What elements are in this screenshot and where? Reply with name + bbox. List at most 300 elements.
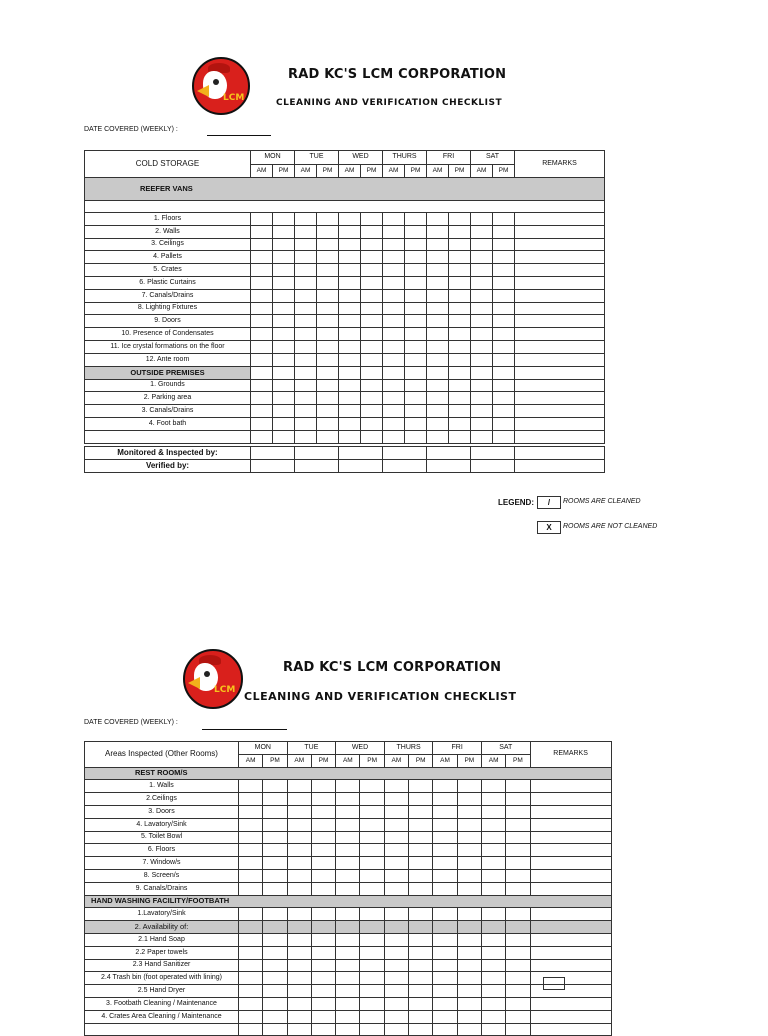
check-cell[interactable] <box>433 908 457 921</box>
check-cell[interactable] <box>427 417 449 430</box>
check-cell[interactable] <box>457 933 481 946</box>
check-cell[interactable] <box>427 430 449 443</box>
check-cell[interactable] <box>383 328 405 341</box>
check-cell[interactable] <box>360 869 384 882</box>
check-cell[interactable] <box>506 985 530 998</box>
check-cell[interactable] <box>457 908 481 921</box>
check-cell[interactable] <box>239 869 263 882</box>
check-cell[interactable] <box>336 908 360 921</box>
check-cell[interactable] <box>295 392 317 405</box>
check-cell[interactable] <box>273 225 295 238</box>
check-cell[interactable] <box>384 946 408 959</box>
check-cell[interactable] <box>457 831 481 844</box>
check-cell[interactable] <box>295 328 317 341</box>
check-cell[interactable] <box>360 921 384 934</box>
signature-cell[interactable] <box>339 447 383 460</box>
check-cell[interactable] <box>384 1023 408 1036</box>
check-cell[interactable] <box>409 844 433 857</box>
check-cell[interactable] <box>317 366 339 379</box>
check-cell[interactable] <box>409 985 433 998</box>
check-cell[interactable] <box>449 417 471 430</box>
check-cell[interactable] <box>457 946 481 959</box>
check-cell[interactable] <box>339 405 361 418</box>
check-cell[interactable] <box>384 818 408 831</box>
check-cell[interactable] <box>339 315 361 328</box>
remarks-cell[interactable] <box>530 1023 611 1036</box>
check-cell[interactable] <box>263 1010 287 1023</box>
check-cell[interactable] <box>311 959 335 972</box>
check-cell[interactable] <box>311 818 335 831</box>
remarks-cell[interactable] <box>515 328 605 341</box>
check-cell[interactable] <box>427 302 449 315</box>
signature-cell[interactable] <box>339 459 383 472</box>
check-cell[interactable] <box>287 933 311 946</box>
check-cell[interactable] <box>449 430 471 443</box>
check-cell[interactable] <box>239 882 263 895</box>
check-cell[interactable] <box>493 379 515 392</box>
check-cell[interactable] <box>493 405 515 418</box>
check-cell[interactable] <box>311 882 335 895</box>
check-cell[interactable] <box>493 225 515 238</box>
check-cell[interactable] <box>383 289 405 302</box>
remarks-cell[interactable] <box>530 946 611 959</box>
check-cell[interactable] <box>336 946 360 959</box>
check-cell[interactable] <box>339 238 361 251</box>
check-cell[interactable] <box>263 921 287 934</box>
check-cell[interactable] <box>287 805 311 818</box>
check-cell[interactable] <box>405 366 427 379</box>
check-cell[interactable] <box>449 366 471 379</box>
check-cell[interactable] <box>427 238 449 251</box>
check-cell[interactable] <box>481 997 505 1010</box>
check-cell[interactable] <box>336 933 360 946</box>
signature-cell[interactable] <box>471 447 515 460</box>
check-cell[interactable] <box>287 985 311 998</box>
check-cell[interactable] <box>506 857 530 870</box>
check-cell[interactable] <box>263 908 287 921</box>
check-cell[interactable] <box>405 430 427 443</box>
check-cell[interactable] <box>409 972 433 985</box>
check-cell[interactable] <box>295 213 317 226</box>
check-cell[interactable] <box>273 213 295 226</box>
check-cell[interactable] <box>471 379 493 392</box>
check-cell[interactable] <box>384 869 408 882</box>
check-cell[interactable] <box>287 882 311 895</box>
check-cell[interactable] <box>287 972 311 985</box>
check-cell[interactable] <box>360 946 384 959</box>
remarks-cell[interactable] <box>530 933 611 946</box>
check-cell[interactable] <box>339 264 361 277</box>
check-cell[interactable] <box>405 379 427 392</box>
check-cell[interactable] <box>336 882 360 895</box>
check-cell[interactable] <box>251 366 273 379</box>
check-cell[interactable] <box>405 328 427 341</box>
check-cell[interactable] <box>506 844 530 857</box>
check-cell[interactable] <box>493 315 515 328</box>
check-cell[interactable] <box>427 353 449 366</box>
check-cell[interactable] <box>295 366 317 379</box>
check-cell[interactable] <box>251 328 273 341</box>
check-cell[interactable] <box>457 793 481 806</box>
check-cell[interactable] <box>481 933 505 946</box>
check-cell[interactable] <box>409 946 433 959</box>
check-cell[interactable] <box>251 264 273 277</box>
check-cell[interactable] <box>506 882 530 895</box>
check-cell[interactable] <box>295 302 317 315</box>
check-cell[interactable] <box>295 379 317 392</box>
check-cell[interactable] <box>311 933 335 946</box>
check-cell[interactable] <box>339 251 361 264</box>
check-cell[interactable] <box>360 972 384 985</box>
check-cell[interactable] <box>251 225 273 238</box>
check-cell[interactable] <box>360 1010 384 1023</box>
check-cell[interactable] <box>433 857 457 870</box>
check-cell[interactable] <box>273 276 295 289</box>
check-cell[interactable] <box>339 276 361 289</box>
signature-cell[interactable] <box>295 447 339 460</box>
check-cell[interactable] <box>384 844 408 857</box>
check-cell[interactable] <box>384 933 408 946</box>
signature-cell[interactable] <box>427 447 471 460</box>
check-cell[interactable] <box>317 353 339 366</box>
check-cell[interactable] <box>361 379 383 392</box>
check-cell[interactable] <box>360 882 384 895</box>
check-cell[interactable] <box>239 818 263 831</box>
check-cell[interactable] <box>287 857 311 870</box>
check-cell[interactable] <box>433 997 457 1010</box>
check-cell[interactable] <box>339 340 361 353</box>
check-cell[interactable] <box>457 997 481 1010</box>
check-cell[interactable] <box>481 882 505 895</box>
check-cell[interactable] <box>471 353 493 366</box>
check-cell[interactable] <box>427 276 449 289</box>
check-cell[interactable] <box>263 997 287 1010</box>
check-cell[interactable] <box>409 997 433 1010</box>
check-cell[interactable] <box>361 328 383 341</box>
signature-cell[interactable] <box>383 447 427 460</box>
check-cell[interactable] <box>471 264 493 277</box>
check-cell[interactable] <box>311 831 335 844</box>
check-cell[interactable] <box>311 793 335 806</box>
check-cell[interactable] <box>361 430 383 443</box>
remarks-cell[interactable] <box>530 780 611 793</box>
check-cell[interactable] <box>384 908 408 921</box>
check-cell[interactable] <box>311 805 335 818</box>
check-cell[interactable] <box>311 997 335 1010</box>
check-cell[interactable] <box>360 1023 384 1036</box>
extra-remarks-box[interactable] <box>543 977 565 990</box>
check-cell[interactable] <box>360 959 384 972</box>
check-cell[interactable] <box>409 882 433 895</box>
check-cell[interactable] <box>263 857 287 870</box>
check-cell[interactable] <box>239 793 263 806</box>
remarks-cell[interactable] <box>515 405 605 418</box>
check-cell[interactable] <box>317 340 339 353</box>
check-cell[interactable] <box>506 921 530 934</box>
check-cell[interactable] <box>251 405 273 418</box>
check-cell[interactable] <box>457 882 481 895</box>
check-cell[interactable] <box>405 276 427 289</box>
signature-cell[interactable] <box>515 447 605 460</box>
check-cell[interactable] <box>481 1023 505 1036</box>
check-cell[interactable] <box>506 908 530 921</box>
check-cell[interactable] <box>361 238 383 251</box>
check-cell[interactable] <box>384 882 408 895</box>
check-cell[interactable] <box>287 997 311 1010</box>
check-cell[interactable] <box>433 946 457 959</box>
check-cell[interactable] <box>433 805 457 818</box>
check-cell[interactable] <box>361 213 383 226</box>
remarks-cell[interactable] <box>530 869 611 882</box>
check-cell[interactable] <box>409 831 433 844</box>
remarks-cell[interactable] <box>530 997 611 1010</box>
check-cell[interactable] <box>239 997 263 1010</box>
check-cell[interactable] <box>481 793 505 806</box>
check-cell[interactable] <box>361 225 383 238</box>
check-cell[interactable] <box>506 946 530 959</box>
check-cell[interactable] <box>449 340 471 353</box>
check-cell[interactable] <box>449 251 471 264</box>
check-cell[interactable] <box>409 959 433 972</box>
signature-cell[interactable] <box>427 459 471 472</box>
check-cell[interactable] <box>295 276 317 289</box>
check-cell[interactable] <box>287 946 311 959</box>
check-cell[interactable] <box>287 818 311 831</box>
check-cell[interactable] <box>361 289 383 302</box>
remarks-cell[interactable] <box>515 430 605 443</box>
check-cell[interactable] <box>433 933 457 946</box>
check-cell[interactable] <box>506 818 530 831</box>
check-cell[interactable] <box>263 793 287 806</box>
check-cell[interactable] <box>317 225 339 238</box>
check-cell[interactable] <box>273 405 295 418</box>
check-cell[interactable] <box>493 340 515 353</box>
check-cell[interactable] <box>263 869 287 882</box>
check-cell[interactable] <box>433 921 457 934</box>
check-cell[interactable] <box>336 959 360 972</box>
check-cell[interactable] <box>481 805 505 818</box>
check-cell[interactable] <box>457 857 481 870</box>
check-cell[interactable] <box>336 985 360 998</box>
check-cell[interactable] <box>263 985 287 998</box>
check-cell[interactable] <box>360 933 384 946</box>
check-cell[interactable] <box>273 353 295 366</box>
check-cell[interactable] <box>449 328 471 341</box>
check-cell[interactable] <box>449 276 471 289</box>
check-cell[interactable] <box>481 908 505 921</box>
check-cell[interactable] <box>449 405 471 418</box>
check-cell[interactable] <box>433 818 457 831</box>
check-cell[interactable] <box>317 238 339 251</box>
check-cell[interactable] <box>263 780 287 793</box>
check-cell[interactable] <box>295 264 317 277</box>
check-cell[interactable] <box>273 238 295 251</box>
check-cell[interactable] <box>263 805 287 818</box>
check-cell[interactable] <box>384 997 408 1010</box>
remarks-cell[interactable] <box>515 289 605 302</box>
check-cell[interactable] <box>449 238 471 251</box>
remarks-cell[interactable] <box>515 379 605 392</box>
check-cell[interactable] <box>251 392 273 405</box>
check-cell[interactable] <box>383 251 405 264</box>
check-cell[interactable] <box>481 844 505 857</box>
check-cell[interactable] <box>263 1023 287 1036</box>
check-cell[interactable] <box>405 225 427 238</box>
check-cell[interactable] <box>239 780 263 793</box>
signature-cell[interactable] <box>471 459 515 472</box>
check-cell[interactable] <box>457 985 481 998</box>
check-cell[interactable] <box>295 340 317 353</box>
check-cell[interactable] <box>311 972 335 985</box>
signature-cell[interactable] <box>515 459 605 472</box>
check-cell[interactable] <box>427 315 449 328</box>
remarks-cell[interactable] <box>530 857 611 870</box>
check-cell[interactable] <box>263 933 287 946</box>
date-covered-field[interactable] <box>207 135 271 136</box>
check-cell[interactable] <box>361 417 383 430</box>
remarks-cell[interactable] <box>515 238 605 251</box>
check-cell[interactable] <box>457 921 481 934</box>
check-cell[interactable] <box>287 780 311 793</box>
check-cell[interactable] <box>383 264 405 277</box>
check-cell[interactable] <box>427 251 449 264</box>
check-cell[interactable] <box>287 1010 311 1023</box>
check-cell[interactable] <box>360 985 384 998</box>
check-cell[interactable] <box>273 392 295 405</box>
check-cell[interactable] <box>457 1023 481 1036</box>
check-cell[interactable] <box>383 238 405 251</box>
check-cell[interactable] <box>409 805 433 818</box>
check-cell[interactable] <box>384 857 408 870</box>
remarks-cell[interactable] <box>530 908 611 921</box>
check-cell[interactable] <box>295 289 317 302</box>
check-cell[interactable] <box>251 251 273 264</box>
check-cell[interactable] <box>361 405 383 418</box>
check-cell[interactable] <box>493 353 515 366</box>
check-cell[interactable] <box>471 340 493 353</box>
check-cell[interactable] <box>263 946 287 959</box>
check-cell[interactable] <box>295 353 317 366</box>
check-cell[interactable] <box>471 430 493 443</box>
check-cell[interactable] <box>457 1010 481 1023</box>
check-cell[interactable] <box>287 844 311 857</box>
check-cell[interactable] <box>336 793 360 806</box>
check-cell[interactable] <box>449 289 471 302</box>
remarks-cell[interactable] <box>530 844 611 857</box>
check-cell[interactable] <box>360 780 384 793</box>
check-cell[interactable] <box>251 379 273 392</box>
check-cell[interactable] <box>405 353 427 366</box>
check-cell[interactable] <box>311 869 335 882</box>
check-cell[interactable] <box>383 225 405 238</box>
check-cell[interactable] <box>493 430 515 443</box>
check-cell[interactable] <box>317 417 339 430</box>
check-cell[interactable] <box>295 225 317 238</box>
check-cell[interactable] <box>317 379 339 392</box>
check-cell[interactable] <box>361 251 383 264</box>
check-cell[interactable] <box>295 238 317 251</box>
check-cell[interactable] <box>287 869 311 882</box>
check-cell[interactable] <box>361 302 383 315</box>
check-cell[interactable] <box>506 805 530 818</box>
remarks-cell[interactable] <box>530 793 611 806</box>
check-cell[interactable] <box>409 933 433 946</box>
remarks-cell[interactable] <box>530 882 611 895</box>
check-cell[interactable] <box>295 405 317 418</box>
check-cell[interactable] <box>427 366 449 379</box>
check-cell[interactable] <box>311 780 335 793</box>
check-cell[interactable] <box>239 985 263 998</box>
check-cell[interactable] <box>317 430 339 443</box>
check-cell[interactable] <box>251 417 273 430</box>
check-cell[interactable] <box>427 328 449 341</box>
check-cell[interactable] <box>506 780 530 793</box>
signature-cell[interactable] <box>383 459 427 472</box>
check-cell[interactable] <box>449 302 471 315</box>
check-cell[interactable] <box>287 1023 311 1036</box>
check-cell[interactable] <box>433 793 457 806</box>
check-cell[interactable] <box>239 972 263 985</box>
check-cell[interactable] <box>239 831 263 844</box>
check-cell[interactable] <box>339 417 361 430</box>
check-cell[interactable] <box>360 818 384 831</box>
check-cell[interactable] <box>405 302 427 315</box>
check-cell[interactable] <box>336 869 360 882</box>
check-cell[interactable] <box>317 315 339 328</box>
check-cell[interactable] <box>317 405 339 418</box>
check-cell[interactable] <box>339 225 361 238</box>
remarks-cell[interactable] <box>515 340 605 353</box>
check-cell[interactable] <box>273 251 295 264</box>
check-cell[interactable] <box>506 933 530 946</box>
check-cell[interactable] <box>427 340 449 353</box>
check-cell[interactable] <box>506 997 530 1010</box>
check-cell[interactable] <box>493 328 515 341</box>
check-cell[interactable] <box>263 831 287 844</box>
check-cell[interactable] <box>339 366 361 379</box>
check-cell[interactable] <box>427 379 449 392</box>
check-cell[interactable] <box>273 366 295 379</box>
check-cell[interactable] <box>471 405 493 418</box>
check-cell[interactable] <box>383 405 405 418</box>
check-cell[interactable] <box>361 315 383 328</box>
check-cell[interactable] <box>405 392 427 405</box>
check-cell[interactable] <box>506 793 530 806</box>
remarks-cell[interactable] <box>530 831 611 844</box>
check-cell[interactable] <box>311 946 335 959</box>
check-cell[interactable] <box>360 844 384 857</box>
check-cell[interactable] <box>317 251 339 264</box>
check-cell[interactable] <box>457 869 481 882</box>
check-cell[interactable] <box>427 405 449 418</box>
check-cell[interactable] <box>405 405 427 418</box>
remarks-cell[interactable] <box>515 315 605 328</box>
check-cell[interactable] <box>427 213 449 226</box>
check-cell[interactable] <box>251 276 273 289</box>
check-cell[interactable] <box>239 959 263 972</box>
check-cell[interactable] <box>251 340 273 353</box>
check-cell[interactable] <box>273 379 295 392</box>
check-cell[interactable] <box>295 417 317 430</box>
check-cell[interactable] <box>433 972 457 985</box>
check-cell[interactable] <box>311 1010 335 1023</box>
check-cell[interactable] <box>263 818 287 831</box>
check-cell[interactable] <box>384 959 408 972</box>
check-cell[interactable] <box>317 328 339 341</box>
check-cell[interactable] <box>433 985 457 998</box>
check-cell[interactable] <box>493 276 515 289</box>
check-cell[interactable] <box>405 289 427 302</box>
